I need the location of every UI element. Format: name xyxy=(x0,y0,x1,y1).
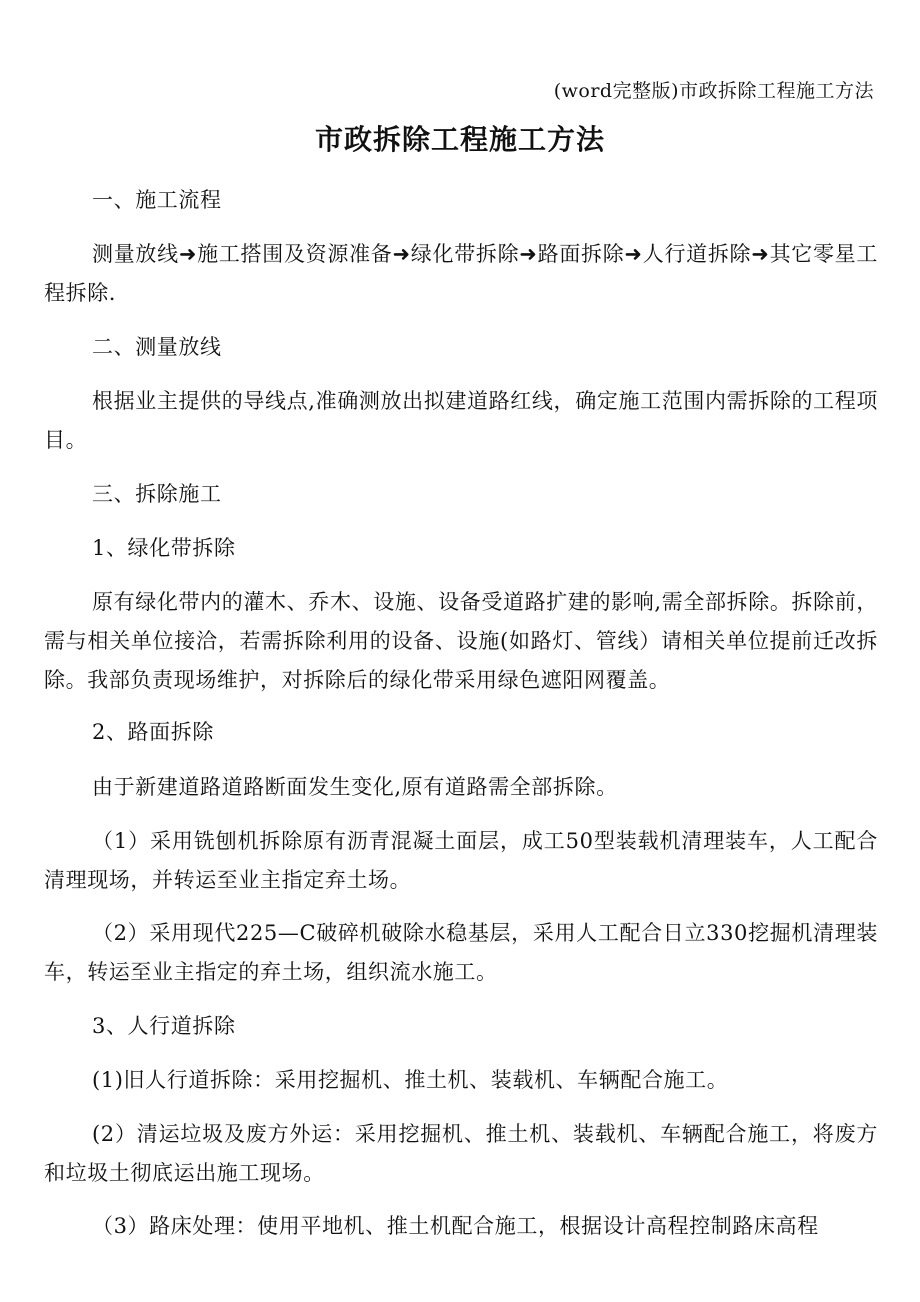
pavement-list-item-1: （1）采用铣刨机拆除原有沥青混凝土面层，成工50型装载机清理装车，人工配合清理现场，并转运至业主指定弃土场。 xyxy=(44,829,878,892)
subsection-pavement-heading: 2、路面拆除 xyxy=(92,720,214,744)
sidewalk-list-item-3: （3）路床处理：使用平地机、推土机配合施工，根据设计高程控制路床高程 xyxy=(92,1214,819,1238)
subsection-sidewalk-heading: 3、人行道拆除 xyxy=(92,1014,236,1038)
section-1-heading: 一、施工流程 xyxy=(92,188,222,212)
section-1-paragraph: 测量放线➜施工搭围及资源准备➜绿化带拆除➜路面拆除➜人行道拆除➜其它零星工程拆除. xyxy=(44,242,878,305)
subsection-pavement-paragraph: 由于新建道路道路断面发生变化,原有道路需全部拆除。 xyxy=(92,775,618,799)
sidewalk-list-item-2: (2）清运垃圾及废方外运：采用挖掘机、推土机、装载机、车辆配合施工，将废方和垃圾土彻底运出施工现场。 xyxy=(44,1122,878,1185)
section-3-heading: 三、拆除施工 xyxy=(92,482,222,506)
running-header: (word完整版)市政拆除工程施工方法 xyxy=(553,80,874,102)
pavement-list-item-2: （2）采用现代225—C破碎机破除水稳基层，采用人工配合日立330挖掘机清理装车，转运至业主指定的弃土场，组织流水施工。 xyxy=(44,921,878,984)
section-2-heading: 二、测量放线 xyxy=(92,335,222,359)
document-title: 市政拆除工程施工方法 xyxy=(314,123,605,156)
section-2-paragraph: 根据业主提供的导线点,准确测放出拟建道路红线，确定施工范围内需拆除的工程项目。 xyxy=(44,389,878,452)
sidewalk-list-item-1: (1)旧人行道拆除：采用挖掘机、推土机、装载机、车辆配合施工。 xyxy=(92,1068,729,1092)
subsection-greenbelt-paragraph: 原有绿化带内的灌木、乔木、设施、设备受道路扩建的影响,需全部拆除。拆除前，需与相关单位接洽，若需拆除利用的设备、设施(如路灯、管线）请相关单位提前迁改拆除。我部负责现场维护，对拆除后的绿化带采用绿色遮阳网覆盖。 xyxy=(44,590,878,692)
subsection-greenbelt-heading: 1、绿化带拆除 xyxy=(92,536,236,560)
